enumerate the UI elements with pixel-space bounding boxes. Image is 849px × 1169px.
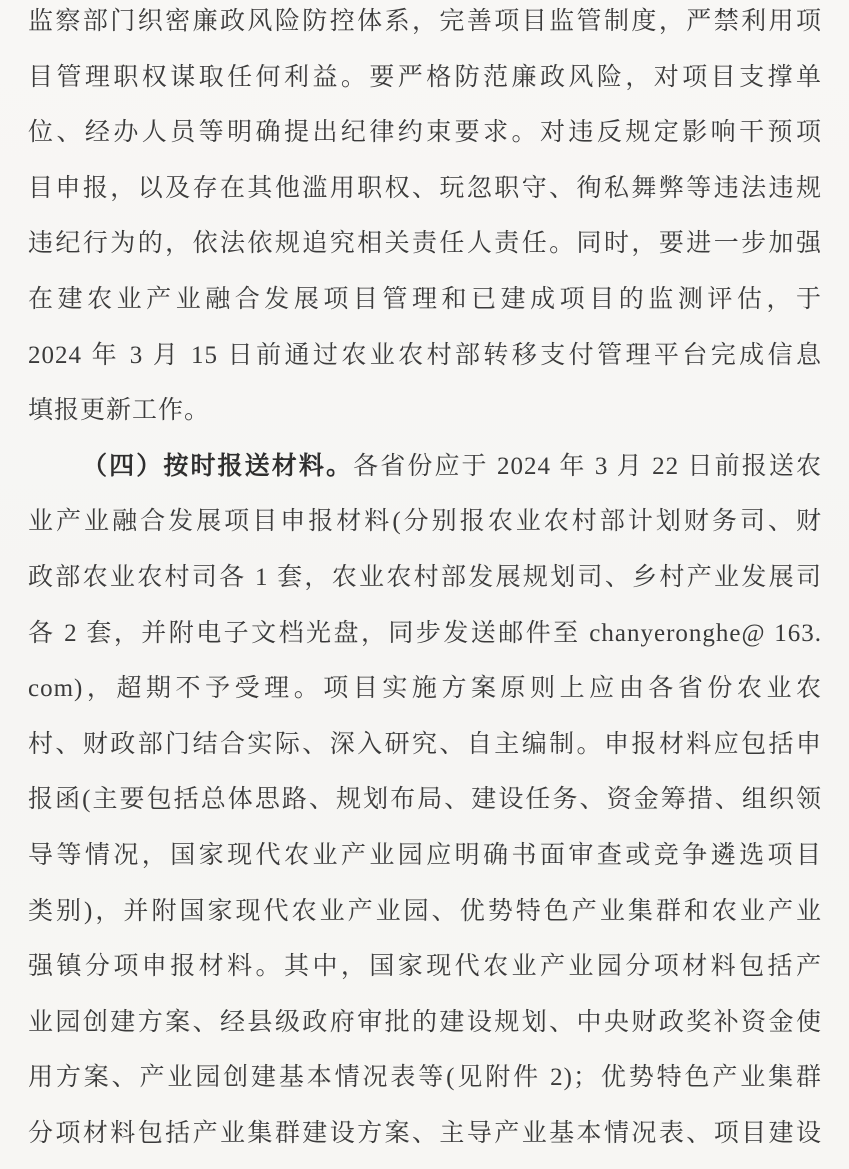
text-line: 位、经办人员等明确提出纪律约束要求。对违反规定影响干预项 bbox=[28, 119, 822, 147]
text-line: 监察部门织密廉政风险防控体系，完善项目监管制度，严禁利用项 bbox=[28, 8, 822, 35]
text-line: 填报更新工作。 bbox=[28, 397, 211, 425]
text-line: 2024 年 3 月 15 日前通过农业农村部转移支付管理平台完成信息 bbox=[28, 341, 822, 369]
text-line: 目管理职权谋取任何利益。要严格防范廉政风险，对项目支撑单 bbox=[28, 63, 822, 91]
text-line: 政部农业农村司各 1 套，农业农村部发展规划司、乡村产业发展司 bbox=[28, 563, 822, 591]
text-line: 类别)，并附国家现代农业产业园、优势特色产业集群和农业产业 bbox=[28, 897, 822, 925]
text-line: 违纪行为的，依法依规追究相关责任人责任。同时，要进一步加强 bbox=[28, 230, 822, 258]
text-line: 强镇分项申报材料。其中，国家现代农业产业园分项材料包括产 bbox=[28, 953, 822, 981]
paragraph-heading: （四）按时报送材料。 bbox=[82, 452, 354, 480]
text-line: 各 2 套，并附电子文档光盘，同步发送邮件至 chanyeronghe@ 163. bbox=[28, 619, 822, 647]
text-line: com)，超期不予受理。项目实施方案原则上应由各省份农业农 bbox=[28, 675, 822, 703]
text-line: 业产业融合发展项目申报材料(分别报农业农村部计划财务司、财 bbox=[28, 508, 822, 536]
text-line: 在建农业产业融合发展项目管理和已建成项目的监测评估，于 bbox=[28, 285, 822, 313]
text-line: 目申报，以及存在其他滥用职权、玩忽职守、徇私舞弊等违法违规 bbox=[28, 174, 822, 202]
text-line: 导等情况，国家现代农业产业园应明确书面审查或竞争遴选项目 bbox=[28, 841, 822, 869]
text-line: 报函(主要包括总体思路、规划布局、建设任务、资金筹措、组织领 bbox=[28, 786, 822, 814]
text-line: 用方案、产业园创建基本情况表等(见附件 2)；优势特色产业集群 bbox=[28, 1064, 822, 1092]
text-line: 业园创建方案、经县级政府审批的建设规划、中央财政奖补资金使 bbox=[28, 1008, 822, 1036]
text-line: 村、财政部门结合实际、深入研究、自主编制。申报材料应包括申 bbox=[28, 730, 822, 758]
document-text-block bbox=[28, 0, 822, 1161]
text-line: （四）按时报送材料。各省份应于 2024 年 3 月 22 日前报送农 bbox=[82, 452, 822, 480]
text-line: 分项材料包括产业集群建设方案、主导产业基本情况表、项目建设 bbox=[28, 1119, 822, 1147]
